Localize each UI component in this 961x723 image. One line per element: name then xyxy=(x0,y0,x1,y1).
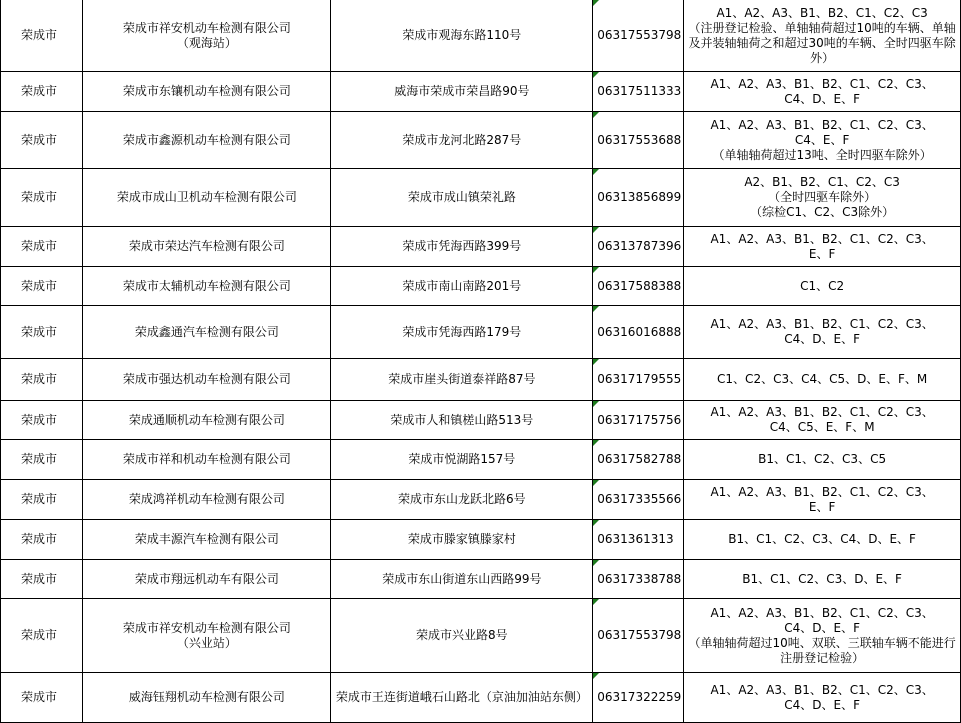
address-cell: 荣成市成山镇荣礼路 xyxy=(331,169,593,227)
address-cell: 荣成市兴业路8号 xyxy=(331,599,593,673)
company-name-cell: 荣成市祥和机动车检测有限公司 xyxy=(83,440,331,480)
phone-cell: 06317179555 xyxy=(593,359,684,401)
vehicle-classes-cell: A1、A2、A3、B1、B2、C1、C2、C3、 C4、E、F （单轴轴荷超过13吨、全时四驱车除外） xyxy=(684,112,961,169)
city-cell: 荣成市 xyxy=(1,673,83,723)
company-name-cell: 荣成市祥安机动车检测有限公司 （兴业站） xyxy=(83,599,331,673)
company-name-cell: 荣成市东镶机动车检测有限公司 xyxy=(83,72,331,112)
company-name-cell: 荣成市祥安机动车检测有限公司 （观海站） xyxy=(83,0,331,72)
vehicle-classes-cell: A1、A2、A3、B1、B2、C1、C2、C3、 C4、D、E、F （单轴轴荷超过10吨、双联、三联轴车辆不能进行注册登记检验） xyxy=(684,599,961,673)
address-cell: 荣成市南山南路201号 xyxy=(331,267,593,306)
address-cell: 荣成市东山街道东山西路99号 xyxy=(331,560,593,599)
table-row xyxy=(1,0,961,72)
table-row xyxy=(1,306,961,359)
vehicle-classes-cell: A1、A2、A3、B1、B2、C1、C2、C3、 E、F xyxy=(684,480,961,520)
table-row xyxy=(1,560,961,599)
table-row xyxy=(1,169,961,227)
phone-cell: 06317582788 xyxy=(593,440,684,480)
phone-cell: 06317175756 xyxy=(593,401,684,440)
table-row xyxy=(1,401,961,440)
address-cell: 荣成市人和镇槎山路513号 xyxy=(331,401,593,440)
table-row xyxy=(1,520,961,560)
phone-cell: 06313856899 xyxy=(593,169,684,227)
vehicle-classes-cell: C1、C2、C3、C4、C5、D、E、F、M xyxy=(684,359,961,401)
city-cell: 荣成市 xyxy=(1,267,83,306)
vehicle-classes-cell: B1、C1、C2、C3、C4、D、E、F xyxy=(684,520,961,560)
address-cell: 荣成市王连街道峨石山路北（京油加油站东侧） xyxy=(331,673,593,723)
phone-cell: 06317553798 xyxy=(593,0,684,72)
city-cell: 荣成市 xyxy=(1,227,83,267)
city-cell: 荣成市 xyxy=(1,480,83,520)
address-cell: 荣成市崖头街道泰祥路87号 xyxy=(331,359,593,401)
address-cell: 荣成市东山龙跃北路6号 xyxy=(331,480,593,520)
address-cell: 荣成市凭海西路179号 xyxy=(331,306,593,359)
vehicle-classes-cell: A1、A2、A3、B1、B2、C1、C2、C3 （注册登记检验、单轴轴荷超过10吨的车辆、单轴及并装轴轴荷之和超过30吨的车辆、全时四驱车除外） xyxy=(684,0,961,72)
city-cell: 荣成市 xyxy=(1,112,83,169)
company-name-cell: 荣成市强达机动车检测有限公司 xyxy=(83,359,331,401)
vehicle-classes-cell: A1、A2、A3、B1、B2、C1、C2、C3、 C4、D、E、F xyxy=(684,72,961,112)
table-row xyxy=(1,359,961,401)
vehicle-classes-cell: A2、B1、B2、C1、C2、C3 （全时四驱车除外） （综检C1、C2、C3除外） xyxy=(684,169,961,227)
company-name-cell: 威海钰翔机动车检测有限公司 xyxy=(83,673,331,723)
address-cell: 荣成市观海东路110号 xyxy=(331,0,593,72)
table-row xyxy=(1,112,961,169)
address-cell: 荣成市龙河北路287号 xyxy=(331,112,593,169)
phone-cell: 0631361313 xyxy=(593,520,684,560)
address-cell: 荣成市悦湖路157号 xyxy=(331,440,593,480)
table-row xyxy=(1,440,961,480)
phone-cell: 06317553798 xyxy=(593,599,684,673)
company-name-cell: 荣成市鑫源机动车检测有限公司 xyxy=(83,112,331,169)
vehicle-classes-cell: A1、A2、A3、B1、B2、C1、C2、C3、 E、F xyxy=(684,227,961,267)
city-cell: 荣成市 xyxy=(1,359,83,401)
table-row xyxy=(1,480,961,520)
company-name-cell: 荣成市翔远机动车有限公司 xyxy=(83,560,331,599)
phone-cell: 06317588388 xyxy=(593,267,684,306)
company-name-cell: 荣成市太辅机动车检测有限公司 xyxy=(83,267,331,306)
address-cell: 荣成市凭海西路399号 xyxy=(331,227,593,267)
city-cell: 荣成市 xyxy=(1,440,83,480)
phone-cell: 06313787396 xyxy=(593,227,684,267)
table-row xyxy=(1,227,961,267)
address-cell: 威海市荣成市荣昌路90号 xyxy=(331,72,593,112)
company-name-cell: 荣成通顺机动车检测有限公司 xyxy=(83,401,331,440)
phone-cell: 06317335566 xyxy=(593,480,684,520)
phone-cell: 06317338788 xyxy=(593,560,684,599)
city-cell: 荣成市 xyxy=(1,306,83,359)
phone-cell: 06316016888 xyxy=(593,306,684,359)
vehicle-classes-cell: A1、A2、A3、B1、B2、C1、C2、C3、 C4、D、E、F xyxy=(684,673,961,723)
table-row xyxy=(1,72,961,112)
city-cell: 荣成市 xyxy=(1,169,83,227)
city-cell: 荣成市 xyxy=(1,599,83,673)
phone-cell: 06317553688 xyxy=(593,112,684,169)
phone-cell: 06317511333 xyxy=(593,72,684,112)
city-cell: 荣成市 xyxy=(1,0,83,72)
table-body xyxy=(1,0,961,723)
city-cell: 荣成市 xyxy=(1,401,83,440)
address-cell: 荣成市滕家镇滕家村 xyxy=(331,520,593,560)
phone-cell: 06317322259 xyxy=(593,673,684,723)
vehicle-classes-cell: B1、C1、C2、C3、C5 xyxy=(684,440,961,480)
table-row xyxy=(1,673,961,723)
company-name-cell: 荣成市成山卫机动车检测有限公司 xyxy=(83,169,331,227)
company-name-cell: 荣成市荣达汽车检测有限公司 xyxy=(83,227,331,267)
vehicle-classes-cell: A1、A2、A3、B1、B2、C1、C2、C3、 C4、D、E、F xyxy=(684,306,961,359)
vehicle-classes-cell: A1、A2、A3、B1、B2、C1、C2、C3、 C4、C5、E、F、M xyxy=(684,401,961,440)
table-row xyxy=(1,599,961,673)
table-row xyxy=(1,267,961,306)
city-cell: 荣成市 xyxy=(1,560,83,599)
vehicle-classes-cell: C1、C2 xyxy=(684,267,961,306)
company-name-cell: 荣成鑫通汽车检测有限公司 xyxy=(83,306,331,359)
city-cell: 荣成市 xyxy=(1,520,83,560)
city-cell: 荣成市 xyxy=(1,72,83,112)
company-name-cell: 荣成鸿祥机动车检测有限公司 xyxy=(83,480,331,520)
company-name-cell: 荣成丰源汽车检测有限公司 xyxy=(83,520,331,560)
vehicle-classes-cell: B1、C1、C2、C3、D、E、F xyxy=(684,560,961,599)
